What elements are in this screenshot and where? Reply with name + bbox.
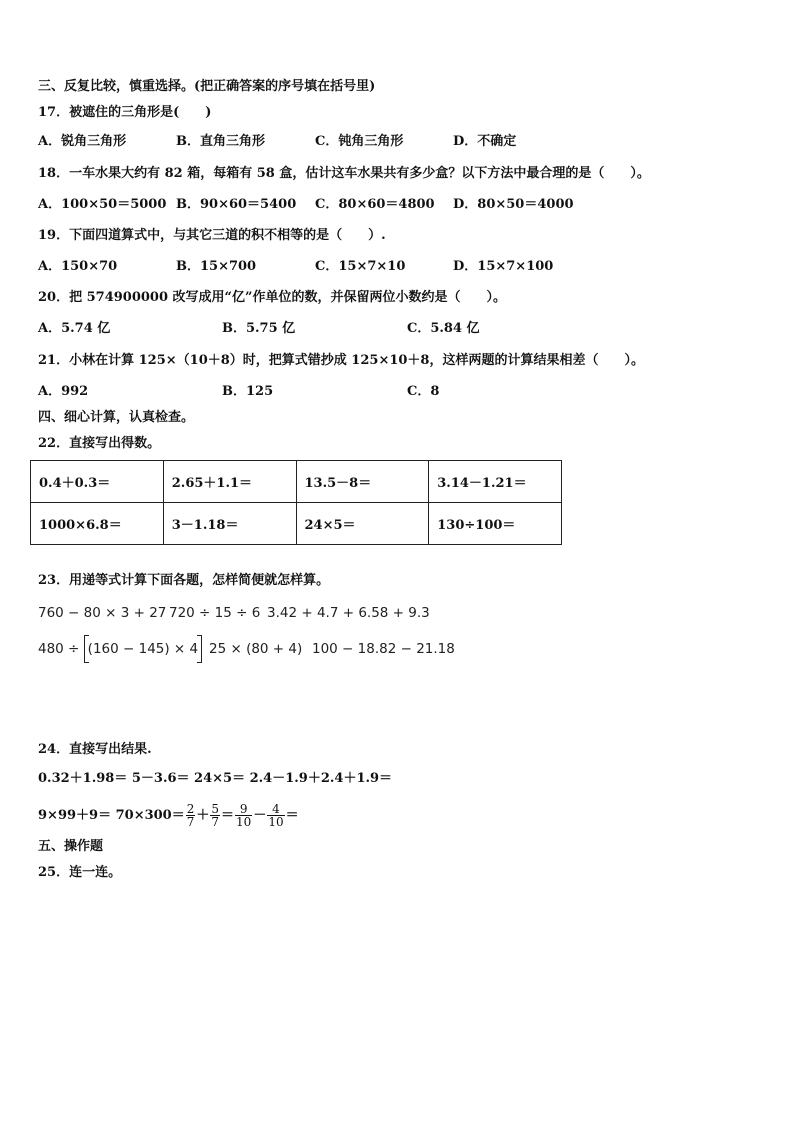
q18-option-d[interactable]: D．80×50＝4000: [453, 197, 574, 212]
q20-option-a[interactable]: A．5.74 亿: [38, 321, 111, 336]
section4-heading: 四、细心计算，认真检查。: [38, 410, 195, 425]
table-cell[interactable]: 3.14－1.21＝: [429, 461, 562, 503]
q17-option-a[interactable]: A．锐角三角形: [38, 134, 127, 149]
q19-options: [38, 258, 758, 276]
q24-line2: [38, 801, 299, 831]
q23-stem: 23．用递等式计算下面各题，怎样简便就怎样算。: [38, 573, 330, 588]
fraction: $\frac{5}{7}$: [211, 802, 220, 829]
section5-heading: 五、操作题: [38, 839, 104, 854]
q23-row2: [38, 638, 758, 660]
q24-line1: 0.32＋1.98＝ 5－3.6＝ 24×5＝ 2.4－1.9＋2.4＋1.9＝: [38, 771, 393, 786]
q20-options: [38, 320, 758, 338]
q18-option-b[interactable]: B．90×60＝5400: [176, 197, 297, 212]
q18-option-a[interactable]: A．100×50＝5000: [38, 197, 167, 212]
q19-stem: 19．下面四道算式中，与其它三道的积不相等的是（ ）.: [38, 228, 386, 243]
q23-expr-4-prefix: 480 ÷: [38, 641, 84, 657]
q19-option-c[interactable]: C．15×7×10: [315, 259, 406, 274]
table-cell[interactable]: 1000×6.8＝: [31, 503, 164, 545]
q19-option-a[interactable]: A．150×70: [38, 259, 118, 274]
plus-sign: ＋: [196, 808, 210, 823]
table-row: [31, 503, 562, 545]
q18-options: [38, 196, 758, 214]
equals-sign: ＝: [285, 808, 299, 823]
q17-option-b[interactable]: B．直角三角形: [176, 134, 265, 149]
fraction: $\frac{2}{7}$: [186, 802, 195, 829]
q23-expr-1[interactable]: 760 − 80 × 3 + 27: [38, 605, 167, 621]
table-cell[interactable]: 3－1.18＝: [163, 503, 296, 545]
q23-row1: [38, 602, 758, 624]
table-cell[interactable]: 0.4＋0.3＝: [31, 461, 164, 503]
square-bracket: [84, 638, 202, 660]
q24-line2-prefix: 9×99＋9＝ 70×300＝: [38, 808, 185, 823]
q22-stem: 22．直接写出得数。: [38, 436, 161, 451]
fraction: $\frac{9}{10}$: [236, 802, 252, 829]
q18-stem: 18．一车水果大约有 82 箱，每箱有 58 盒，估计这车水果共有多少盒？以下方法中最合理的是（ ）。: [38, 166, 650, 181]
equals-sign: ＝: [221, 808, 235, 823]
q23-expr-4[interactable]: [38, 638, 202, 660]
q23-expr-6[interactable]: 100 − 18.82 − 21.18: [312, 641, 455, 657]
q20-option-c[interactable]: C．5.84 亿: [407, 321, 480, 336]
q19-option-d[interactable]: D．15×7×100: [453, 259, 554, 274]
q23-expr-3[interactable]: 3.42 + 4.7 + 6.58 + 9.3: [267, 605, 430, 621]
fraction: $\frac{4}{10}$: [268, 802, 284, 829]
q21-stem: 21．小林在计算 125×（10＋8）时，把算式错抄成 125×10＋8，这样两题的计算结果相差（ ）。: [38, 353, 644, 368]
q17-stem: 17．被遮住的三角形是( ): [38, 105, 212, 120]
q24-stem: 24．直接写出结果.: [38, 742, 152, 757]
q17-option-d[interactable]: D．不确定: [453, 134, 517, 149]
table-cell[interactable]: 130÷100＝: [429, 503, 562, 545]
table-row: [31, 461, 562, 503]
table-cell[interactable]: 13.5－8＝: [296, 461, 429, 503]
q23-expr-2[interactable]: 720 ÷ 15 ÷ 6: [169, 605, 261, 621]
table-cell[interactable]: 2.65＋1.1＝: [163, 461, 296, 503]
q22-table: [30, 460, 562, 545]
q21-option-b[interactable]: B．125: [222, 384, 274, 399]
table-cell[interactable]: 24×5＝: [296, 503, 429, 545]
q20-option-b[interactable]: B．5.75 亿: [222, 321, 296, 336]
q23-expr-4-inner: (160 − 145) × 4: [87, 641, 199, 657]
q18-option-c[interactable]: C．80×60＝4800: [315, 197, 435, 212]
q17-options: [38, 133, 758, 151]
q21-option-a[interactable]: A．992: [38, 384, 89, 399]
q25-stem: 25．连一连。: [38, 865, 122, 880]
q17-option-c[interactable]: C．钝角三角形: [315, 134, 404, 149]
minus-sign: －: [253, 808, 267, 823]
q19-option-b[interactable]: B．15×700: [176, 259, 257, 274]
q21-options: [38, 383, 758, 401]
section3-heading: 三、反复比较，慎重选择。(把正确答案的序号填在括号里): [38, 79, 376, 94]
q20-stem: 20．把 574900000 改写成用“亿”作单位的数，并保留两位小数约是（ ）。: [38, 290, 507, 305]
q23-expr-5[interactable]: 25 × (80 + 4): [209, 641, 303, 657]
q21-option-c[interactable]: C．8: [407, 384, 440, 399]
